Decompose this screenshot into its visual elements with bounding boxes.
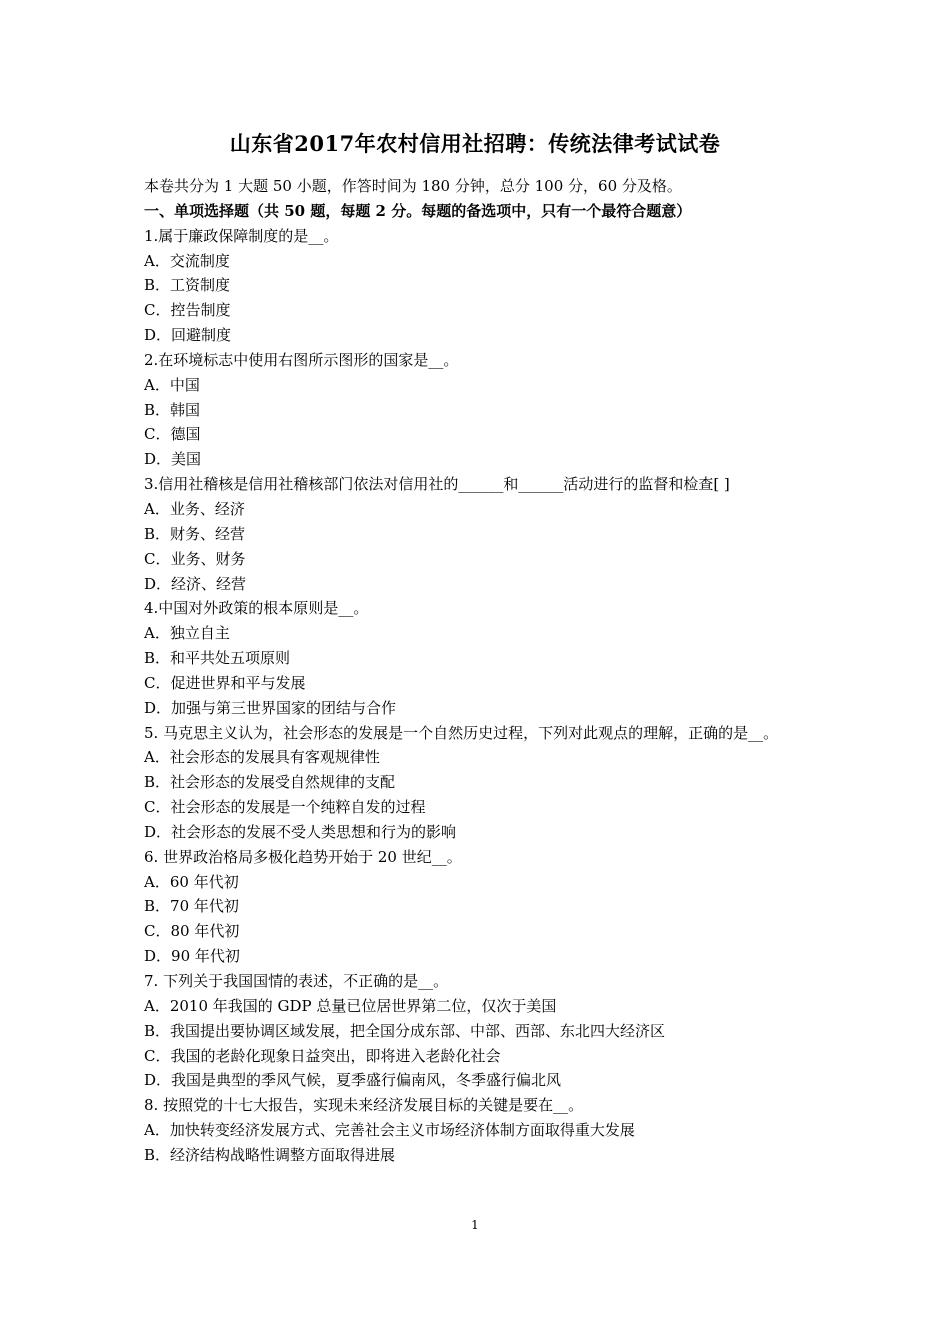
question-stem: 2.在环境标志中使用右图所示图形的国家是__。 [144, 350, 459, 369]
answer-option: B．经济结构战略性调整方面取得进展 [144, 1145, 396, 1164]
question-block [144, 472, 824, 596]
question-block [144, 224, 824, 348]
page-number: 1 [471, 1218, 479, 1232]
answer-option: C．控告制度 [144, 301, 231, 320]
answer-option: A．独立自主 [144, 624, 230, 643]
question-block [144, 348, 824, 472]
answer-option: C．德国 [144, 425, 201, 444]
answer-option: B．和平共处五项原则 [144, 649, 291, 668]
question-stem: 7. 下列关于我国国情的表述，不正确的是__。 [144, 972, 449, 990]
question-block [144, 1093, 824, 1168]
answer-option: D．经济、经营 [144, 574, 247, 593]
answer-option: A．交流制度 [144, 251, 230, 270]
answer-option: C．业务、财务 [144, 549, 246, 568]
answer-option: B．70 年代初 [144, 897, 239, 916]
question-stem: 5. 马克思主义认为，社会形态的发展是一个自然历史过程，下列对此观点的理解，正确的是__。 [144, 723, 779, 742]
answer-option: B．社会形态的发展受自然规律的支配 [144, 773, 396, 792]
answer-option: A．中国 [144, 375, 200, 394]
answer-option: D．加强与第三世界国家的团结与合作 [144, 698, 397, 717]
document-title: 山东省2017年农村信用社招聘：传统法律考试试卷 [229, 131, 721, 156]
question-list [144, 224, 824, 1168]
answer-option: A．加快转变经济发展方式、完善社会主义市场经济体制方面取得重大发展 [144, 1121, 635, 1140]
document-body [144, 174, 824, 1168]
answer-option: D．90 年代初 [144, 947, 240, 966]
answer-option: D．我国是典型的季风气候，夏季盛行偏南风，冬季盛行偏北风 [144, 1071, 562, 1090]
answer-option: B．工资制度 [144, 276, 231, 295]
answer-option: A．2010 年我国的 GDP 总量已位居世界第二位，仅次于美国 [144, 996, 557, 1015]
answer-option: C．我国的老龄化现象日益突出，即将进入老龄化社会 [144, 1046, 501, 1065]
question-block [144, 721, 824, 845]
exam-intro: 本卷共分为 1 大题 50 小题，作答时间为 180 分钟，总分 100 分，60 分及格。 [144, 177, 682, 195]
answer-option: B．韩国 [144, 400, 201, 419]
answer-option: D．社会形态的发展不受人类思想和行为的影响 [144, 822, 457, 841]
question-stem: 1.属于廉政保障制度的是__。 [144, 226, 339, 245]
answer-option: C．社会形态的发展是一个纯粹自发的过程 [144, 798, 426, 817]
question-stem: 6. 世界政治格局多极化趋势开始于 20 世纪__。 [144, 847, 462, 866]
section-heading: 一、单项选择题（共 50 题，每题 2 分。每题的备选项中，只有一个最符合题意） [144, 201, 692, 220]
question-stem: 3.信用社稽核是信用社稽核部门依法对信用社的______和______活动进行的监督和检查[ ] [144, 475, 730, 494]
answer-option: B．财务、经营 [144, 524, 246, 543]
answer-option: D．回避制度 [144, 326, 232, 345]
answer-option: A．60 年代初 [144, 872, 239, 891]
answer-option: C．80 年代初 [144, 922, 240, 941]
question-block [144, 845, 824, 969]
answer-option: A．业务、经济 [144, 499, 245, 518]
question-stem: 4.中国对外政策的根本原则是__。 [144, 599, 369, 618]
answer-option: C．促进世界和平与发展 [144, 673, 306, 692]
answer-option: A．社会形态的发展具有客观规律性 [144, 748, 380, 767]
question-block [144, 969, 824, 1093]
answer-option: D．美国 [144, 450, 202, 469]
question-stem: 8. 按照党的十七大报告，实现未来经济发展目标的关键是要在__。 [144, 1096, 584, 1115]
question-block [144, 596, 824, 720]
answer-option: B．我国提出要协调区域发展，把全国分成东部、中部、西部、东北四大经济区 [144, 1021, 666, 1040]
